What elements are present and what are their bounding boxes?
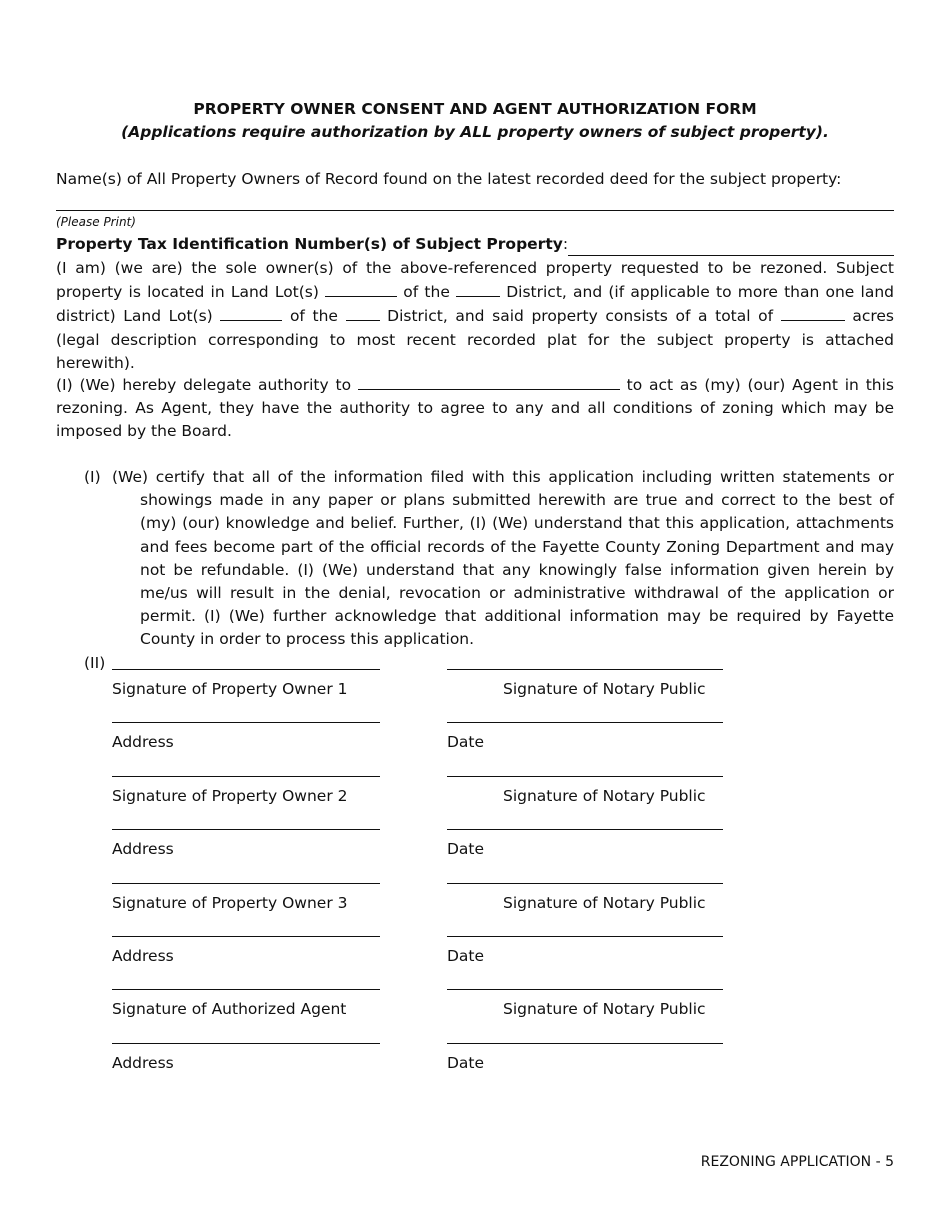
notary-signature-line[interactable] <box>447 989 723 990</box>
address-label: Address <box>112 947 174 965</box>
district-2-field[interactable] <box>346 304 380 321</box>
owner-signature-line[interactable] <box>112 883 380 884</box>
agent-statement <box>56 373 894 444</box>
date-label: Date <box>447 840 485 858</box>
owner-statement-text: District, and said property consists of a total of <box>379 307 781 326</box>
certification-text: (We) certify that all of the information filed with this application including written statements or showings made in any paper or plans submitted herewith are true and correct to the best of (my) (our) knowledge and belief. Further, (I) (We) understand that this application, attachments and fees become part of the official records of the Fayette County Zoning Department and may not be refundable. (I) (We) understand that any knowingly false information given herein by me/us will result in the denial, revocation or administrative withdrawal of the application or permit. (I) (We) further acknowledge that additional information may be required by Fayette County in order to process this application. <box>112 468 894 649</box>
tax-id-field[interactable] <box>568 237 894 256</box>
agent-name-field[interactable] <box>358 373 620 390</box>
notary-signature-line[interactable] <box>447 669 723 670</box>
notary-signature-label: Signature of Notary Public <box>503 787 706 805</box>
please-print-note: (Please Print) <box>56 215 136 229</box>
date-label: Date <box>447 733 485 751</box>
page-footer: REZONING APPLICATION - 5 <box>700 1154 894 1170</box>
owner-statement-text: acres (legal description corresponding to most recent recorded plat for the subject property is attached herewith). <box>56 307 894 372</box>
owner-statement-text: District, and (if applicable to more than one land district) Land Lot(s) <box>56 283 894 326</box>
owner-statement-text: of the <box>397 283 457 302</box>
acres-field[interactable] <box>781 304 845 321</box>
notary-signature-line[interactable] <box>447 776 723 777</box>
address-label: Address <box>112 733 174 751</box>
certification-number: (I) <box>84 468 101 486</box>
owner-signature-label: Signature of Authorized Agent <box>112 1000 347 1018</box>
address-label: Address <box>112 840 174 858</box>
form-subtitle: (Applications require authorization by ALL property owners of subject property). <box>121 123 829 141</box>
agent-statement-text: to act as (my) (our) Agent in this rezoning. As Agent, they have the authority to agree to any and all conditions of zoning which may be imposed by the Board. <box>56 376 894 441</box>
owner-address-line[interactable] <box>112 722 380 723</box>
date-label: Date <box>447 947 485 965</box>
address-label: Address <box>112 1054 174 1072</box>
owner-statement-text: of the <box>282 307 346 326</box>
owner-statement-text: (I am) (we are) the sole owner(s) of the above-referenced property requested to be rezoned. Subject property is located in Land Lot(s) <box>56 259 894 302</box>
land-lot-field[interactable] <box>325 280 397 297</box>
notary-signature-label: Signature of Notary Public <box>503 1000 706 1018</box>
date-label: Date <box>447 1054 485 1072</box>
form-title-block <box>56 98 894 144</box>
date-line[interactable] <box>447 722 723 723</box>
owner-signature-line[interactable] <box>112 989 380 990</box>
owner-signature-label: Signature of Property Owner 2 <box>112 787 348 805</box>
signature-section-number: (II) <box>84 654 106 672</box>
tax-id-colon: : <box>562 235 569 253</box>
district-field[interactable] <box>456 280 500 297</box>
date-line[interactable] <box>447 1043 723 1044</box>
date-line[interactable] <box>447 829 723 830</box>
form-title: PROPERTY OWNER CONSENT AND AGENT AUTHORIZATION FORM <box>193 100 757 118</box>
owners-prompt: Name(s) of All Property Owners of Record found on the latest recorded deed for the subject property: <box>56 170 842 188</box>
land-lot-2-field[interactable] <box>220 304 282 321</box>
notary-signature-label: Signature of Notary Public <box>503 680 706 698</box>
owner-signature-label: Signature of Property Owner 3 <box>112 894 348 912</box>
owner-address-line[interactable] <box>112 936 380 937</box>
tax-id-label: Property Tax Identification Number(s) of Subject Property <box>56 235 563 253</box>
owner-signature-label: Signature of Property Owner 1 <box>112 680 348 698</box>
notary-signature-label: Signature of Notary Public <box>503 894 706 912</box>
owner-address-line[interactable] <box>112 1043 380 1044</box>
owner-address-line[interactable] <box>112 829 380 830</box>
certification <box>84 466 894 652</box>
notary-signature-line[interactable] <box>447 883 723 884</box>
owner-signature-line[interactable] <box>112 776 380 777</box>
tax-id-row <box>56 233 894 256</box>
owner-signature-line[interactable] <box>112 669 380 670</box>
owner-statement <box>56 257 894 375</box>
owners-name-field[interactable] <box>56 210 894 211</box>
agent-statement-text: (I) (We) hereby delegate authority to <box>56 376 358 394</box>
date-line[interactable] <box>447 936 723 937</box>
